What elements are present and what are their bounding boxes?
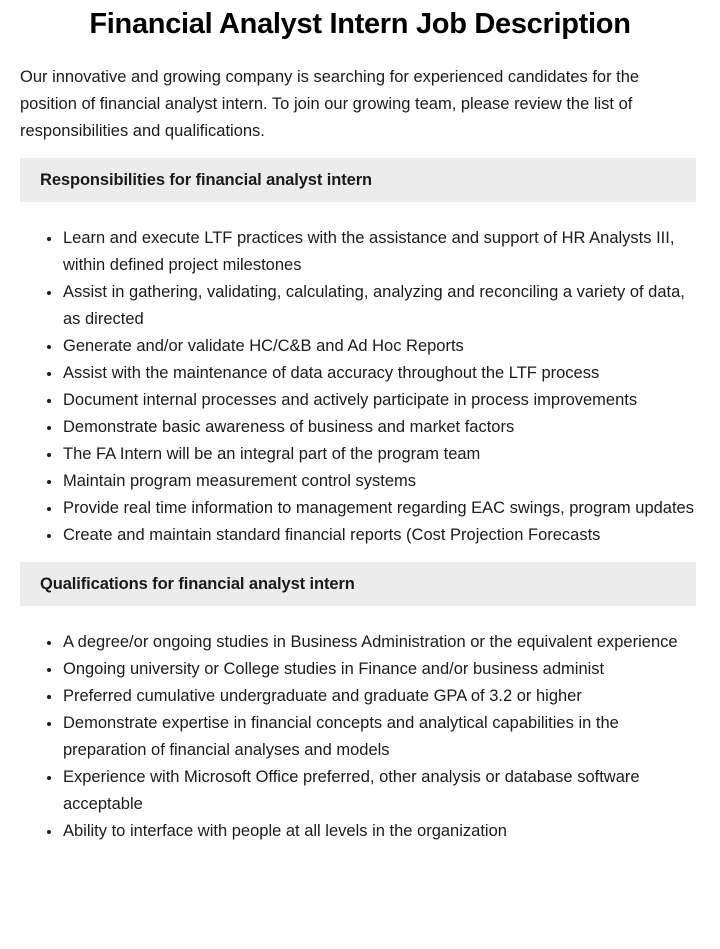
list-item: • Demonstrate expertise in financial concepts and analytical capabilities in the preparation of financial analyses and models — [62, 710, 700, 764]
list-item: • Demonstrate basic awareness of business and market factors — [62, 414, 700, 441]
list-item: • Learn and execute LTF practices with the assistance and support of HR Analysts III, within defined project milestones — [62, 225, 700, 279]
section-responsibilities — [0, 158, 720, 549]
list-item: • Generate and/or validate HC/C&B and Ad Hoc Reports — [62, 333, 700, 360]
list-item: • Ability to interface with people at all levels in the organization — [62, 818, 700, 845]
list-item: • Maintain program measurement control systems — [62, 468, 700, 495]
responsibilities-section-header — [20, 158, 696, 202]
qualifications-heading: Qualifications for financial analyst intern — [40, 575, 355, 593]
intro-paragraph: Our innovative and growing company is searching for experienced candidates for the position of financial analyst intern. To join our growing team, please review the list of responsibilities and qualifications. — [20, 68, 640, 140]
responsibilities-heading: Responsibilities for financial analyst intern — [40, 171, 372, 189]
list-item: • The FA Intern will be an integral part of the program team — [62, 441, 700, 468]
page-title: Financial Analyst Intern Job Description — [89, 8, 631, 40]
section-qualifications — [0, 562, 720, 845]
qualifications-section-header — [20, 562, 696, 606]
list-item: • Assist in gathering, validating, calculating, analyzing and reconciling a variety of data, as directed — [62, 279, 700, 333]
list-item: • Provide real time information to management regarding EAC swings, program updates — [62, 495, 700, 522]
responsibilities-list — [20, 225, 700, 549]
list-item: • Experience with Microsoft Office preferred, other analysis or database software acceptable — [62, 764, 700, 818]
qualifications-list — [20, 629, 700, 845]
list-item: • Preferred cumulative undergraduate and graduate GPA of 3.2 or higher — [62, 683, 700, 710]
list-item: • Ongoing university or College studies in Finance and/or business administ — [62, 656, 700, 683]
list-item: • Document internal processes and actively participate in process improvements — [62, 387, 700, 414]
list-item: • Assist with the maintenance of data accuracy throughout the LTF process — [62, 360, 700, 387]
list-item: • A degree/or ongoing studies in Business Administration or the equivalent experience — [62, 629, 700, 656]
list-item: • Create and maintain standard financial reports (Cost Projection Forecasts — [62, 522, 700, 549]
